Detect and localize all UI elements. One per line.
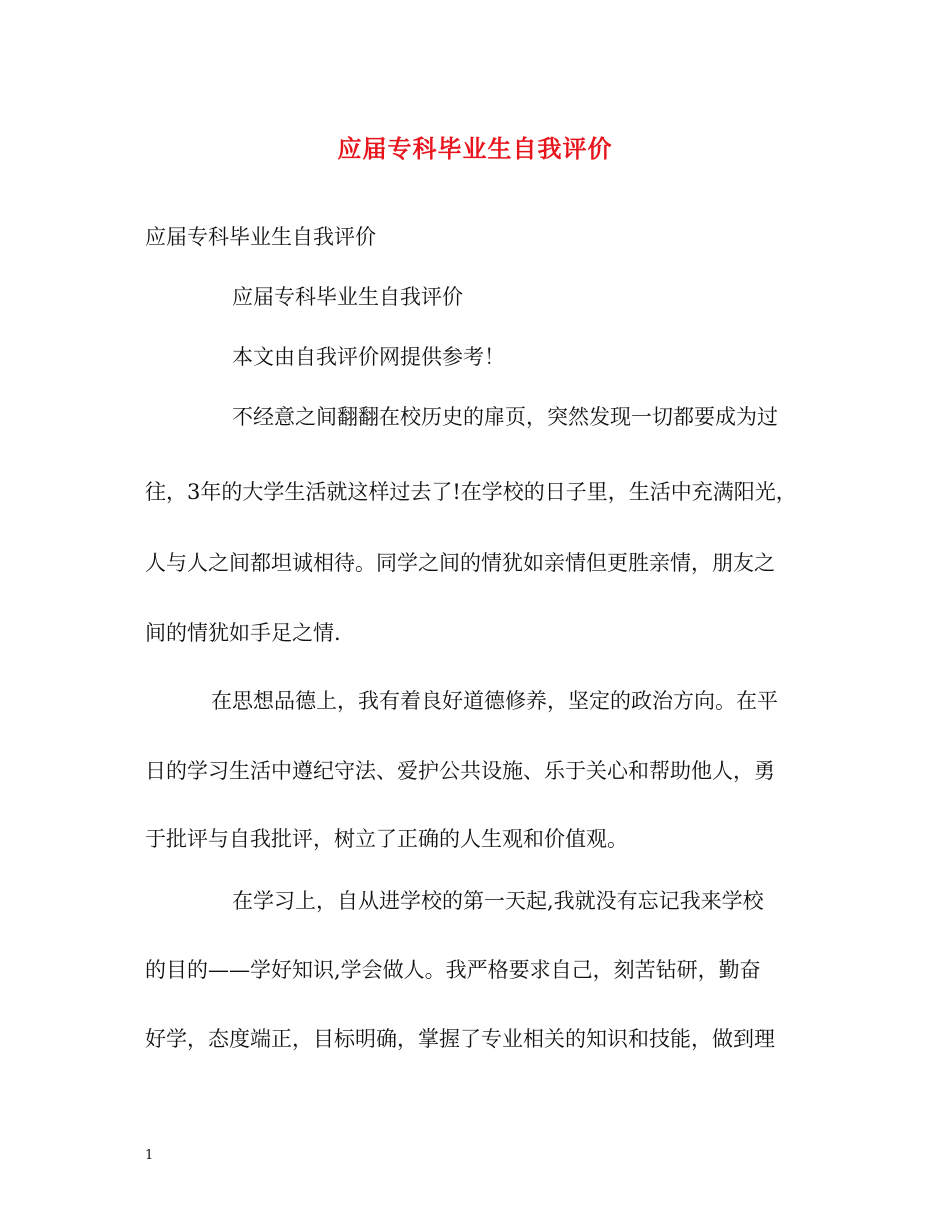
text-line-2: 应届专科毕业生自我评价 (232, 285, 463, 309)
text-line-10: 于批评与自我批评，树立了正确的人生观和价值观。 (145, 827, 628, 851)
document-title: 应届专科毕业生自我评价 (337, 134, 613, 163)
text-line-5: 往，3年的大学生活就这样过去了!在学校的日子里，生活中充满阳光， (145, 480, 797, 504)
text-line-11: 在学习上，自从进学校的第一天起,我就没有忘记我来学校 (232, 889, 764, 913)
text-line-4: 不经意之间翻翻在校历史的扉页，突然发现一切都要成为过 (232, 405, 778, 429)
text-line-3: 本文由自我评价网提供参考！ (232, 345, 505, 369)
text-line-6: 人与人之间都坦诚相待。同学之间的情犹如亲情但更胜亲情，朋友之 (145, 551, 775, 575)
page-number: 1 (145, 1148, 154, 1163)
text-line-12: 的目的——学好知识,学会做人。我严格要求自己，刻苦钻研，勤奋 (145, 958, 761, 982)
text-line-8: 在思想品德上，我有着良好道德修养，坚定的政治方向。在平 (211, 689, 778, 713)
text-line-13: 好学，态度端正，目标明确，掌握了专业相关的知识和技能，做到理 (145, 1027, 775, 1051)
text-line-9: 日的学习生活中遵纪守法、爱护公共设施、乐于关心和帮助他人，勇 (145, 759, 775, 783)
text-line-1: 应届专科毕业生自我评价 (145, 225, 376, 249)
text-line-7: 间的情犹如手足之情. (145, 621, 341, 645)
